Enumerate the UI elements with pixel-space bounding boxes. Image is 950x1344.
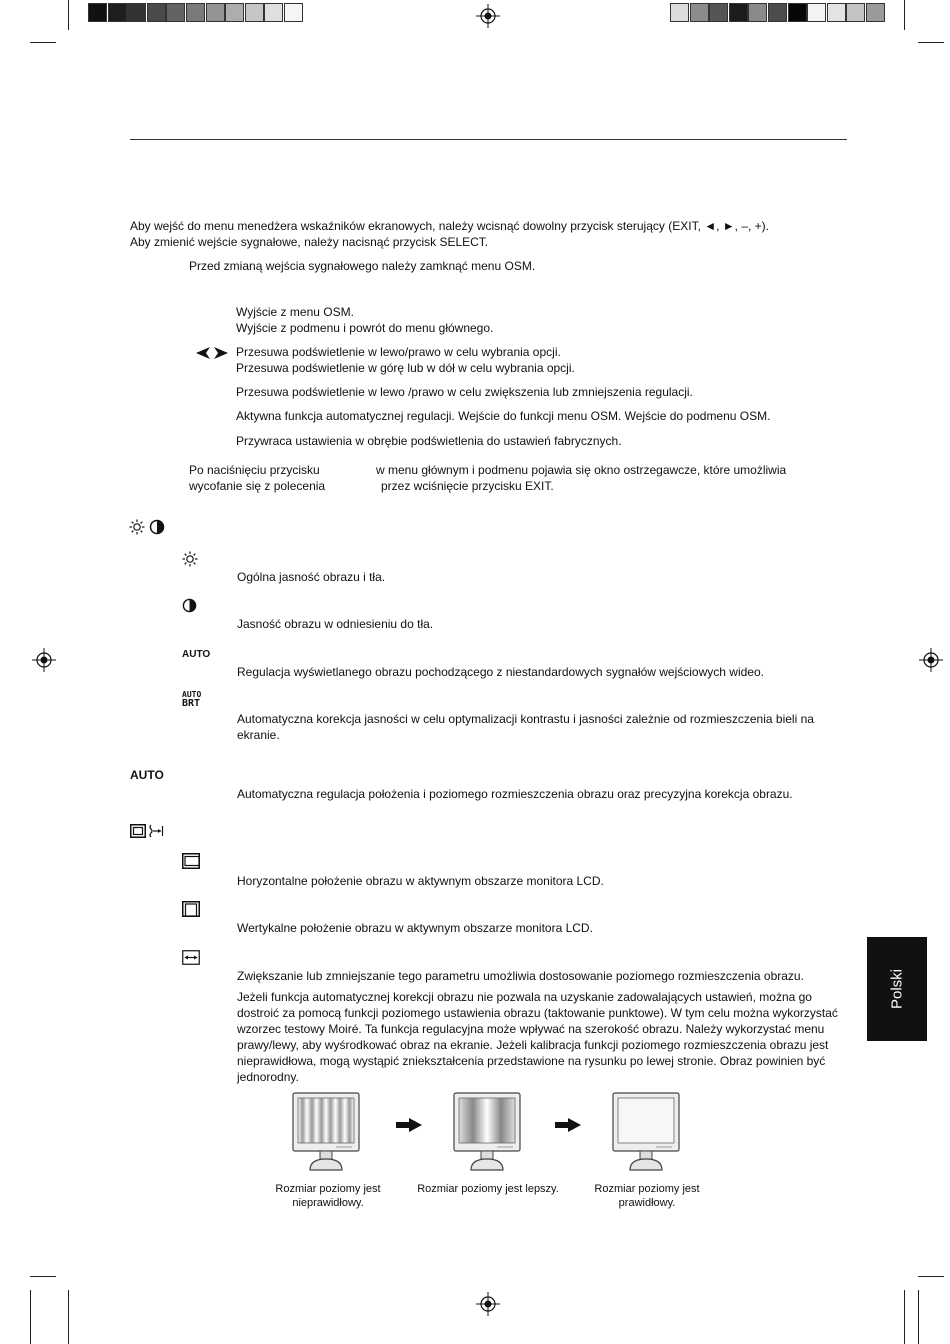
calibration-swatch	[729, 3, 748, 22]
auto-label-small: AUTO	[182, 649, 211, 660]
crop-mark	[918, 1290, 919, 1344]
calibration-swatch	[186, 3, 205, 22]
calibration-swatch	[147, 3, 166, 22]
intro-line-1: Aby wejść do menu menedżera wskaźników ekranowych, należy wcisnąć dowolny przycisk sterujący (EXIT, ◄, ►, –, +).	[130, 219, 769, 233]
calibration-swatch	[206, 3, 225, 22]
brightness-desc: Ogólna jasność obrazu i tła.	[237, 570, 386, 584]
crop-mark	[68, 1290, 69, 1344]
crop-mark	[30, 42, 56, 43]
select-desc: Aktywna funkcja automatycznej regulacji. Wejście do funkcji menu OSM. Wejście do podmenu OSM.	[236, 409, 771, 423]
crop-mark	[918, 42, 944, 43]
hposition-icon	[182, 853, 200, 869]
registration-mark-icon	[32, 648, 56, 672]
left-right-arrows-icon	[196, 346, 228, 360]
intro-note: Przed zmianą wejścia sygnałowego należy zamknąć menu OSM.	[189, 259, 536, 273]
crop-mark	[30, 1290, 31, 1344]
contrast-desc: Jasność obrazu w odniesieniu do tła.	[237, 617, 434, 631]
warning-text-2a: wycofanie się z polecenia	[189, 479, 326, 493]
monitor-icon	[286, 1090, 368, 1176]
h-size-desc-1: Zwiększanie lub zmniejszanie tego parametru umożliwia dostosowanie poziomego rozmieszczenia obrazu.	[237, 969, 804, 983]
calibration-swatch	[264, 3, 283, 22]
warning-text-2b: przez wciśnięcie przycisku EXIT.	[381, 479, 554, 493]
h-position-desc: Horyzontalne położenie obrazu w aktywnym obszarze monitora LCD.	[237, 874, 604, 888]
calibration-swatch	[827, 3, 846, 22]
arrow-left-right-icon	[182, 950, 200, 965]
calibration-swatch	[225, 3, 244, 22]
crop-mark	[68, 0, 69, 30]
calibration-swatch	[284, 3, 303, 22]
calibration-swatch	[88, 3, 107, 22]
calibration-swatch	[846, 3, 865, 22]
vposition-icon	[182, 901, 200, 917]
arrows-desc-2: Przesuwa podświetlenie w górę lub w dół w celu wybrania opcji.	[236, 361, 575, 375]
right-arrow-icon	[555, 1118, 581, 1132]
calibration-swatch	[670, 3, 689, 22]
registration-mark-icon	[919, 648, 943, 672]
figure-caption-2: Rozmiar poziomy jest lepszy.	[417, 1183, 559, 1195]
calibration-swatch	[768, 3, 787, 22]
arrows-desc-1: Przesuwa podświetlenie w lewo/prawo w celu wybrania opcji.	[236, 345, 561, 359]
sun-icon	[182, 551, 198, 567]
calibration-swatch	[709, 3, 728, 22]
v-position-desc: Wertykalne położenie obrazu w aktywnym obszarze monitora LCD.	[237, 921, 593, 935]
calibration-swatch	[127, 3, 146, 22]
auto-brt-label-top: AUTO	[182, 690, 202, 699]
crop-mark	[918, 1276, 944, 1277]
warning-text-1b: w menu głównym i podmenu pojawia się okno ostrzegawcze, które umożliwia	[376, 463, 787, 477]
calibration-swatch	[807, 3, 826, 22]
auto-brt-label-bottom: BRT	[182, 698, 201, 709]
crop-mark	[904, 0, 905, 30]
sun-icon	[129, 519, 145, 535]
contrast-icon	[149, 519, 165, 535]
header-rule	[130, 139, 847, 140]
registration-mark-icon	[476, 1292, 500, 1316]
auto-section-label: AUTO	[130, 768, 164, 782]
calibration-swatch	[690, 3, 709, 22]
monitor-icon	[606, 1090, 688, 1176]
minus-plus-desc: Przesuwa podświetlenie w lewo /prawo w celu zwiększenia lub zmniejszenia regulacji.	[236, 385, 693, 399]
warning-text-1a: Po naciśnięciu przycisku	[189, 463, 320, 477]
exit-desc-2: Wyjście z podmenu i powrót do menu głównego.	[236, 321, 494, 335]
calibration-swatch	[108, 3, 127, 22]
calibration-swatch	[245, 3, 264, 22]
reset-desc: Przywraca ustawienia w obrębie podświetlenia do ustawień fabrycznych.	[236, 434, 622, 448]
language-tab-label: Polski	[888, 968, 906, 1010]
auto-adjust-desc: Regulacja wyświetlanego obrazu pochodzącego z niestandardowych sygnałów wejściowych wideo.	[237, 665, 764, 679]
figure-caption-1: Rozmiar poziomy jest nieprawidłowy.	[275, 1183, 381, 1209]
calibration-swatch	[748, 3, 767, 22]
auto-brt-label	[182, 690, 201, 708]
language-tab	[867, 937, 927, 1041]
calibration-swatch	[866, 3, 885, 22]
crop-mark	[30, 1276, 56, 1277]
position-icon	[130, 824, 146, 838]
h-size-desc-2: Jeżeli funkcja automatycznej korekcji obrazu nie pozwala na uzyskanie zadowalających ustawień, można go dostroić za pomocą funkcji poziomego ustawienia obrazu (taktowanie punktowe). W tym celu można wykorzystać wzorzec testowy Moiré. Ta funkcja regulacyjna może wpływać na szerokość obrazu. Należy wykorzystać menu prawy/lewy, aby wyśrodkować obraz na ekranie. Jeżeli kalibracja funkcji poziomego rozmieszczenia obrazu jest nieprawidłowa, mogą wystąpić zniekształcenia przedstawione na rysunku po lewej stronie. Obraz powinien być jednorodny.	[237, 990, 838, 1084]
contrast-icon	[182, 598, 197, 613]
calibration-swatch	[788, 3, 807, 22]
figure-caption-3: Rozmiar poziomy jest prawidłowy.	[594, 1183, 700, 1209]
right-arrow-icon	[396, 1118, 422, 1132]
calibration-swatch	[166, 3, 185, 22]
exit-desc-1: Wyjście z menu OSM.	[236, 305, 354, 319]
crop-mark	[904, 1290, 905, 1344]
auto-section-desc: Automatyczna regulacja położenia i poziomego rozmieszczenia obrazu oraz precyzyjna korekcja obrazu.	[237, 787, 793, 801]
auto-brt-desc: Automatyczna korekcja jasności w celu optymalizacji kontrastu i jasności zależnie od rozmieszczenia bieli na ekranie.	[237, 712, 814, 742]
monitor-icon	[447, 1090, 529, 1176]
intro-line-2: Aby zmienić wejście sygnałowe, należy nacisnąć przycisk SELECT.	[130, 235, 489, 249]
hsize-icon	[148, 824, 164, 838]
registration-mark-icon	[476, 4, 500, 28]
